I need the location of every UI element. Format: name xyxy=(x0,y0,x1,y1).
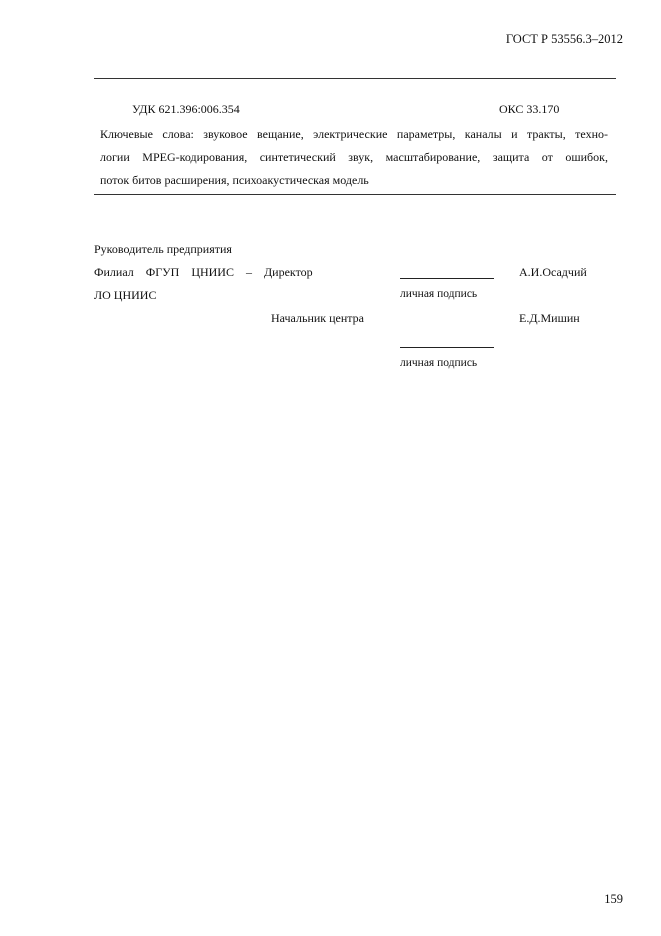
keywords-line-1: Ключевые слова: звуковое вещание, электрические параметры, каналы и тракты, техно- xyxy=(100,127,608,141)
document-standard-header: ГОСТ Р 53556.3–2012 xyxy=(505,32,623,46)
oks-code: ОКС 33.170 xyxy=(499,102,560,116)
signer-1-name: А.И.Осадчий xyxy=(519,265,587,279)
keywords-line-2: логии MPEG-кодирования, синтетический звук, масштабирование, защита от ошибок, xyxy=(100,150,608,164)
signer-2-name: Е.Д.Мишин xyxy=(519,311,580,325)
signature-caption-2: личная подпись xyxy=(400,357,478,369)
organization-line-2: ЛО ЦНИИС xyxy=(94,288,157,302)
signature-line-1 xyxy=(400,278,494,279)
keywords-line-3: поток битов расширения, психоакустическая модель xyxy=(100,173,369,187)
page-number: 159 xyxy=(604,892,623,906)
signature-caption-1: личная подпись xyxy=(400,288,478,300)
role-2: Начальник центра xyxy=(271,311,364,325)
bottom-divider xyxy=(94,194,616,195)
signature-line-2 xyxy=(400,347,494,348)
signatures-heading: Руководитель предприятия xyxy=(94,242,232,256)
udk-code: УДК 621.396:006.354 xyxy=(132,102,240,116)
organization-line-1: Филиал ФГУП ЦНИИС – Директор xyxy=(94,265,313,279)
top-divider xyxy=(94,78,616,79)
